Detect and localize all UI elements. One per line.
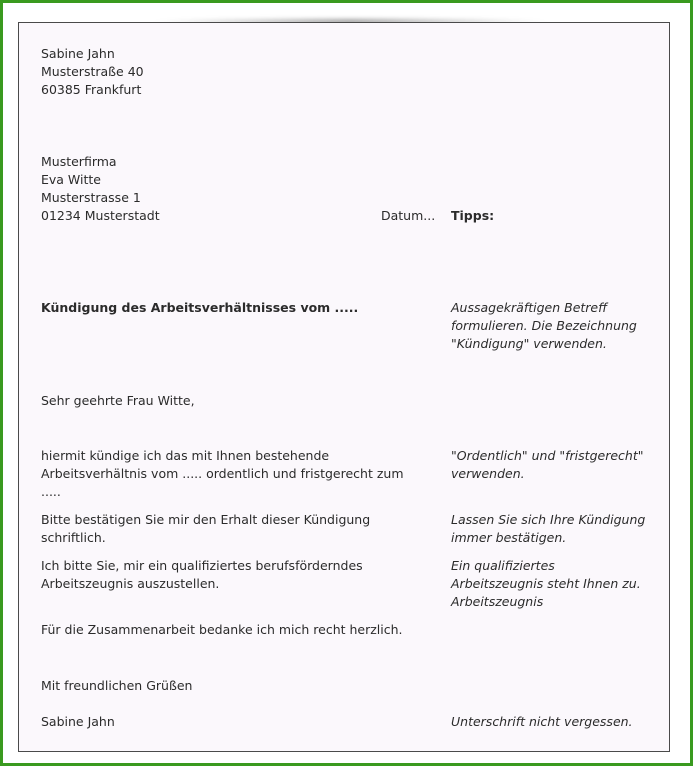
salutation: Sehr geehrte Frau Witte, — [41, 393, 195, 408]
sender-city: 60385 Frankfurt — [41, 82, 142, 97]
tip-reference-line-1: Ein qualifiziertes — [451, 558, 555, 573]
body-para2-line-2: schriftlich. — [41, 530, 106, 545]
tip-subject-line-3: "Kündigung" verwenden. — [451, 336, 607, 351]
body-para4: Für die Zusammenarbeit bedanke ich mich recht herzlich. — [41, 622, 403, 637]
letter-page — [18, 22, 670, 752]
body-para3-line-2: Arbeitszeugnis auszustellen. — [41, 576, 220, 591]
closing: Mit freundlichen Grüßen — [41, 678, 193, 693]
tip-signature: Unterschrift nicht vergessen. — [451, 714, 633, 729]
recipient-person: Eva Witte — [41, 172, 101, 187]
signature-name: Sabine Jahn — [41, 714, 115, 729]
tip-reference-line-3: Arbeitszeugnis — [451, 594, 544, 609]
body-para1-line-3: ..... — [41, 484, 61, 499]
recipient-company: Musterfirma — [41, 154, 117, 169]
tip-ordentlich-line-2: verwenden. — [451, 466, 525, 481]
tip-subject-line-1: Aussagekräftigen Betreff — [451, 300, 608, 315]
tips-heading: Tipps: — [451, 208, 495, 223]
body-para1-line-2: Arbeitsverhältnis vom ..... ordentlich und fristgerecht zum — [41, 466, 404, 481]
tip-ordentlich-line-1: "Ordentlich" und "fristgerecht" — [451, 448, 644, 463]
sender-name: Sabine Jahn — [41, 46, 115, 61]
date-label: Datum... — [381, 208, 436, 223]
sender-street: Musterstraße 40 — [41, 64, 144, 79]
body-para2-line-1: Bitte bestätigen Sie mir den Erhalt dieser Kündigung — [41, 512, 371, 527]
tip-confirm-line-2: immer bestätigen. — [451, 530, 567, 545]
recipient-city: 01234 Musterstadt — [41, 208, 160, 223]
body-para1-line-1: hiermit kündige ich das mit Ihnen bestehende — [41, 448, 330, 463]
subject-line: Kündigung des Arbeitsverhältnisses vom ..... — [41, 300, 359, 315]
tip-reference-line-2: Arbeitszeugnis steht Ihnen zu. — [451, 576, 641, 591]
tip-subject-line-2: formulieren. Die Bezeichnung — [451, 318, 637, 333]
tip-confirm-line-1: Lassen Sie sich Ihre Kündigung — [451, 512, 646, 527]
recipient-street: Musterstrasse 1 — [41, 190, 141, 205]
body-para3-line-1: Ich bitte Sie, mir ein qualifiziertes berufsförderndes — [41, 558, 363, 573]
